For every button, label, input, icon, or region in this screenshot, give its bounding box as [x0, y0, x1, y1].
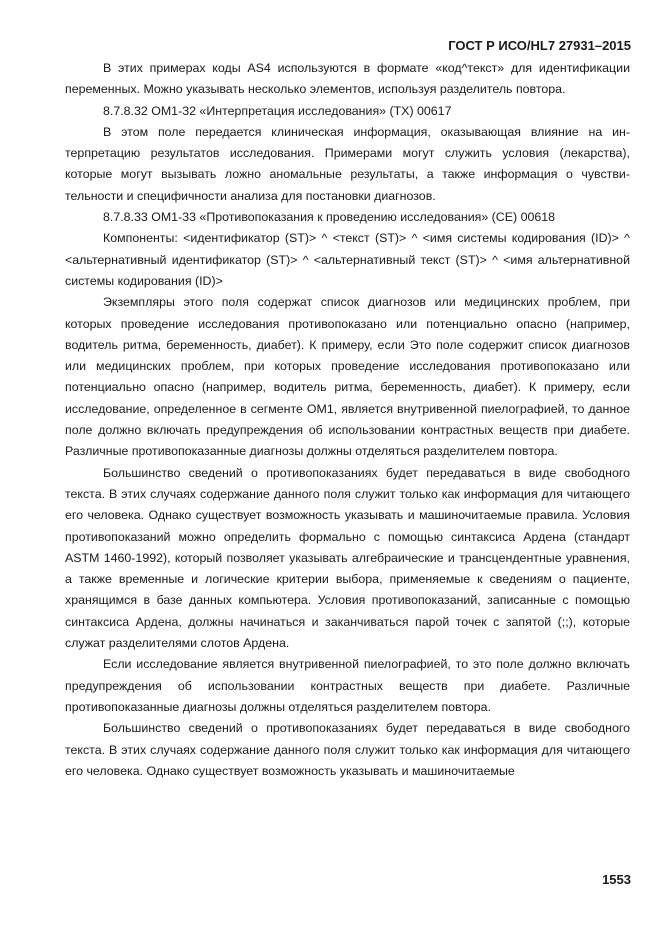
paragraph-pyelography: Если исследование является внутривенной пиелографией, то это поле должно включать предупреждения об использовании контрастных веществ при диабете. Различные противопоказанные диагнозы должны отделяться разделителем повтора. — [65, 657, 630, 714]
paragraph-interpretation: В этом поле передается клиническая информация, оказывающая влияние на интерпретацию результатов исследования. Примерами могут служить условия (лекарства), которые могут вызывать ложно аномальные результаты, а также информация о чувствительности и специфичности анализа для постановки диагнозов. — [65, 124, 630, 203]
document-body — [65, 58, 630, 782]
page-header: ГОСТ Р ИСО/HL7 27931–2015 — [448, 38, 631, 53]
paragraph-free-text-repeat: Большинство сведений о противопоказаниях будет передаваться в виде свободного текста. В этих случаях содержание данного поля служит только как информация для читающего его человека. Однако существует возможность указывать и машиночитаемые — [65, 721, 630, 778]
section-heading-om1-32: 8.7.8.32 OM1-32 «Интерпретация исследования» (TX) 00617 — [103, 103, 452, 118]
paragraph-components: Компоненты: <идентификатор (ST)> ^ <текст (ST)> ^ <имя системы кодирования (ID)> ^ <альтернативный идентификатор (ST)> ^ <альтернативный текст (ST)> ^ <имя альтернативной системы кодирования (ID)> — [65, 231, 630, 288]
section-heading-om1-33: 8.7.8.33 OM1-33 «Противопоказания к проведению исследования» (CE) 00618 — [103, 210, 556, 225]
page-number: 1553 — [602, 872, 631, 887]
paragraph-contraindications: Экземпляры этого поля содержат список диагнозов или медицинских проблем, при которых проведение исследования противопоказано или потенциально опасно (например, водитель ритма, беременность, диабет). К примеру, если Это поле содержит список диагнозов или медицинских проблем, при которых проведение исследования противопоказано или потенциально опасно (например, водитель ритма, беременность, диабет). К примеру, если исследование, определенное в сегменте OM1, является внутривенной пиелографией, то данное поле должно включать предупреждения об использовании контрастных веществ при диабете. Различные противопоказанные диагнозы должны отделяться разделителем повтора. — [65, 295, 630, 459]
paragraph-free-text-arden: Большинство сведений о противопоказаниях будет передаваться в виде свободного текста. В этих случаях содержание данного поля служит только как информация для читающего его человека. Однако существует возможность указывать и машиночитаемые правила. Условия противопоказаний можно определить формально с помощью синтаксиса Ардена (стандарт ASTM 1460-1992), который позволяет указывать алгебраические и трансцендентные уравнения, а также временные и логические критерии выбора, применяемые к сведениям о пациенте, хранящимся в базе данных компьютера. Условия противопоказаний, записанные с помощью синтаксиса Ардена, должны начинаться и заканчиваться парой точек с запятой (;;), которые служат разделителями слотов Ардена. — [65, 465, 630, 651]
paragraph-as4-codes: В этих примерах коды AS4 используются в формате «код^текст» для идентификации переменных. Можно указывать несколько элементов, используя разделитель повтора. — [65, 61, 630, 97]
